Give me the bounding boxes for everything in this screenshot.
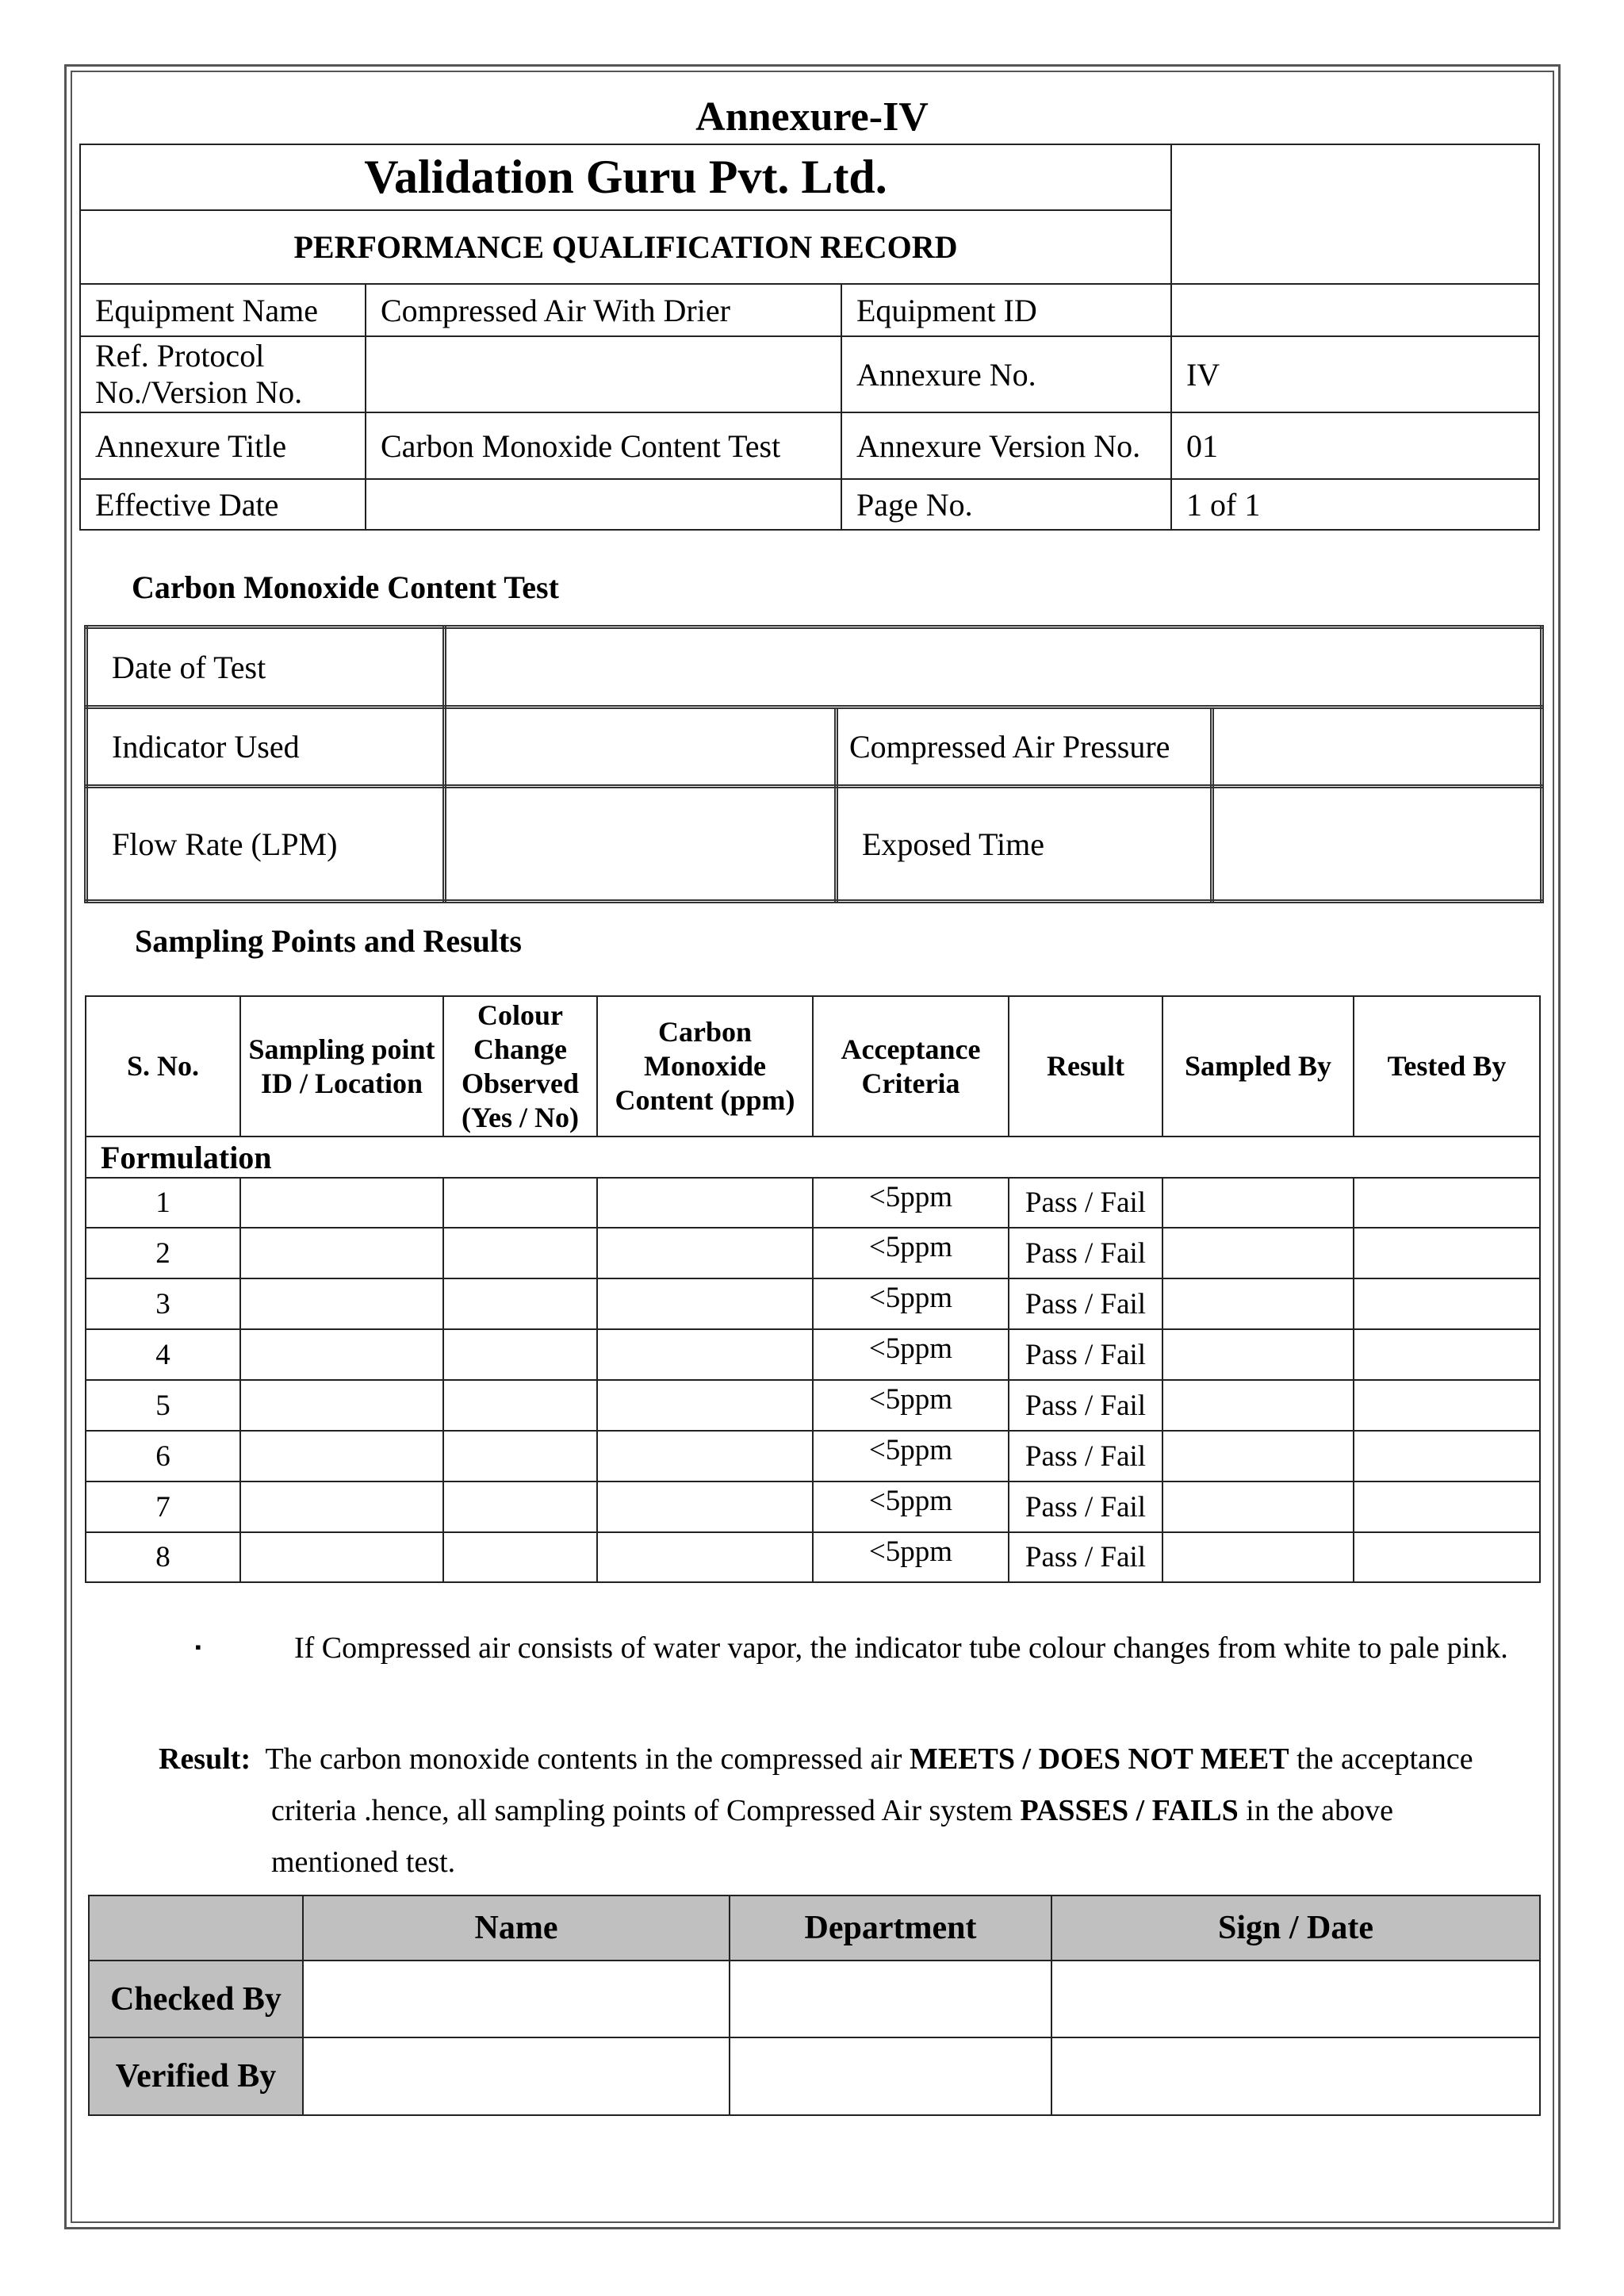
col-sign-date: Sign / Date — [1051, 1895, 1540, 1961]
sampled-by-cell[interactable] — [1162, 1278, 1354, 1329]
result-meets-choice: MEETS / DOES NOT MEET — [909, 1742, 1289, 1776]
indicator-used-value[interactable] — [445, 707, 837, 787]
checked-by-label: Checked By — [89, 1961, 303, 2037]
result-cell: Pass / Fail — [1009, 1380, 1162, 1431]
sampled-by-cell[interactable] — [1162, 1380, 1354, 1431]
colour-change-cell[interactable] — [443, 1178, 597, 1228]
result-cell: Pass / Fail — [1009, 1178, 1162, 1228]
result-text-5: mentioned test. — [271, 1846, 456, 1879]
verified-by-name[interactable] — [303, 2037, 730, 2115]
annexure-title-value: Carbon Monoxide Content Test — [366, 412, 841, 479]
result-text-4: in the above — [1246, 1794, 1393, 1827]
co-content-cell[interactable] — [597, 1532, 813, 1582]
colour-change-cell[interactable] — [443, 1532, 597, 1582]
equipment-name-label: Equipment Name — [80, 284, 366, 336]
result-passes-choice: PASSES / FAILS — [1020, 1794, 1239, 1827]
table-row — [86, 1481, 1540, 1532]
checked-by-name[interactable] — [303, 1961, 730, 2037]
co-content-cell[interactable] — [597, 1431, 813, 1481]
result-cell: Pass / Fail — [1009, 1329, 1162, 1380]
annexure-no-label: Annexure No. — [841, 336, 1171, 412]
test-info-table — [84, 625, 1544, 903]
col-sampled-by: Sampled By — [1162, 996, 1354, 1137]
colour-change-cell[interactable] — [443, 1228, 597, 1278]
sampled-by-cell[interactable] — [1162, 1178, 1354, 1228]
table-row — [86, 1329, 1540, 1380]
tested-by-cell[interactable] — [1354, 1178, 1540, 1228]
indicator-used-label: Indicator Used — [86, 707, 445, 787]
verified-by-department[interactable] — [730, 2037, 1051, 2115]
result-cell: Pass / Fail — [1009, 1278, 1162, 1329]
result-cell: Pass / Fail — [1009, 1228, 1162, 1278]
sign-corner-cell — [89, 1895, 303, 1961]
sampling-point-cell[interactable] — [240, 1228, 443, 1278]
sno-cell: 5 — [86, 1380, 240, 1431]
signature-table — [88, 1895, 1541, 2116]
test-section-title: Carbon Monoxide Content Test — [132, 569, 559, 605]
compressed-air-pressure-value[interactable] — [1212, 707, 1542, 787]
equipment-id-value[interactable] — [1171, 284, 1539, 336]
formulation-group-row: Formulation — [86, 1137, 1540, 1178]
annexure-no-value: IV — [1171, 336, 1539, 412]
exposed-time-label: Exposed Time — [837, 787, 1212, 902]
effective-date-label: Effective Date — [80, 479, 366, 530]
criteria-cell: <5ppm — [813, 1178, 1009, 1228]
col-result: Result — [1009, 996, 1162, 1137]
equipment-name-value: Compressed Air With Drier — [366, 284, 841, 336]
checked-by-sign-date[interactable] — [1051, 1961, 1540, 2037]
company-name: Validation Guru Pvt. Ltd. — [80, 144, 1171, 210]
col-sno: S. No. — [86, 996, 240, 1137]
colour-change-cell[interactable] — [443, 1278, 597, 1329]
annexure-version-label: Annexure Version No. — [841, 412, 1171, 479]
col-acceptance-criteria: Acceptance Criteria — [813, 996, 1009, 1137]
sampling-point-cell[interactable] — [240, 1431, 443, 1481]
result-text-2: the acceptance — [1297, 1742, 1473, 1776]
record-title: PERFORMANCE QUALIFICATION RECORD — [80, 210, 1171, 284]
col-colour-change: Colour Change Observed (Yes / No) — [443, 996, 597, 1137]
table-row — [86, 1178, 1540, 1228]
criteria-cell: <5ppm — [813, 1329, 1009, 1380]
sampling-point-cell[interactable] — [240, 1532, 443, 1582]
tested-by-cell[interactable] — [1354, 1228, 1540, 1278]
result-cell: Pass / Fail — [1009, 1481, 1162, 1532]
page-no-label: Page No. — [841, 479, 1171, 530]
tested-by-cell[interactable] — [1354, 1532, 1540, 1582]
date-of-test-value[interactable] — [445, 627, 1542, 707]
sampling-point-cell[interactable] — [240, 1278, 443, 1329]
table-row — [86, 1431, 1540, 1481]
co-content-cell[interactable] — [597, 1228, 813, 1278]
sampling-table — [85, 995, 1541, 1583]
result-cell: Pass / Fail — [1009, 1532, 1162, 1582]
checked-by-department[interactable] — [730, 1961, 1051, 2037]
effective-date-value[interactable] — [366, 479, 841, 530]
sampled-by-cell[interactable] — [1162, 1228, 1354, 1278]
criteria-cell: <5ppm — [813, 1278, 1009, 1329]
header-table — [79, 144, 1540, 531]
ref-protocol-label: Ref. Protocol No./Version No. — [80, 336, 366, 412]
criteria-cell: <5ppm — [813, 1380, 1009, 1431]
co-content-cell[interactable] — [597, 1481, 813, 1532]
sampling-section-title: Sampling Points and Results — [135, 923, 522, 959]
result-label: Result: — [159, 1742, 251, 1776]
annexure-version-value: 01 — [1171, 412, 1539, 479]
sampled-by-cell[interactable] — [1162, 1532, 1354, 1582]
result-cell: Pass / Fail — [1009, 1431, 1162, 1481]
sno-cell: 6 — [86, 1431, 240, 1481]
sampled-by-cell[interactable] — [1162, 1481, 1354, 1532]
verified-by-sign-date[interactable] — [1051, 2037, 1540, 2115]
table-row — [86, 1532, 1540, 1582]
page-no-value: 1 of 1 — [1171, 479, 1539, 530]
criteria-cell: <5ppm — [813, 1481, 1009, 1532]
compressed-air-pressure-label: Compressed Air Pressure — [837, 707, 1212, 787]
tested-by-cell[interactable] — [1354, 1329, 1540, 1380]
co-content-cell[interactable] — [597, 1178, 813, 1228]
sno-cell: 4 — [86, 1329, 240, 1380]
col-name: Name — [303, 1895, 730, 1961]
col-tested-by: Tested By — [1354, 996, 1540, 1137]
table-row — [86, 1380, 1540, 1431]
co-content-cell[interactable] — [597, 1329, 813, 1380]
co-content-cell[interactable] — [597, 1380, 813, 1431]
co-content-cell[interactable] — [597, 1278, 813, 1329]
result-text-1: The carbon monoxide contents in the compressed air — [265, 1742, 902, 1776]
tested-by-cell[interactable] — [1354, 1380, 1540, 1431]
sampling-point-cell[interactable] — [240, 1329, 443, 1380]
tested-by-cell[interactable] — [1354, 1278, 1540, 1329]
criteria-cell: <5ppm — [813, 1532, 1009, 1582]
exposed-time-value[interactable] — [1212, 787, 1542, 902]
colour-change-cell[interactable] — [443, 1431, 597, 1481]
verified-by-label: Verified By — [89, 2037, 303, 2115]
tested-by-cell[interactable] — [1354, 1431, 1540, 1481]
equipment-id-label: Equipment ID — [841, 284, 1171, 336]
tested-by-cell[interactable] — [1354, 1481, 1540, 1532]
table-row — [86, 1278, 1540, 1329]
date-of-test-label: Date of Test — [86, 627, 445, 707]
col-sampling-point: Sampling point ID / Location — [240, 996, 443, 1137]
annexure-heading: Annexure-IV — [695, 94, 929, 140]
sno-cell: 8 — [86, 1532, 240, 1582]
note-text: If Compressed air consists of water vapor, the indicator tube colour changes from white to pale pink. — [294, 1631, 1508, 1665]
sno-cell: 2 — [86, 1228, 240, 1278]
sno-cell: 7 — [86, 1481, 240, 1532]
bullet-icon: ▪ — [195, 1637, 201, 1657]
flow-rate-label: Flow Rate (LPM) — [86, 787, 445, 902]
logo-cell — [1171, 144, 1539, 284]
result-statement — [159, 1734, 1522, 1888]
colour-change-cell[interactable] — [443, 1329, 597, 1380]
sampling-point-cell[interactable] — [240, 1380, 443, 1431]
colour-change-cell[interactable] — [443, 1380, 597, 1431]
table-row — [86, 1228, 1540, 1278]
sampled-by-cell[interactable] — [1162, 1431, 1354, 1481]
criteria-cell: <5ppm — [813, 1431, 1009, 1481]
sampling-point-cell[interactable] — [240, 1481, 443, 1532]
sampling-point-cell[interactable] — [240, 1178, 443, 1228]
sno-cell: 3 — [86, 1278, 240, 1329]
sno-cell: 1 — [86, 1178, 240, 1228]
colour-change-cell[interactable] — [443, 1481, 597, 1532]
criteria-cell: <5ppm — [813, 1228, 1009, 1278]
ref-protocol-value[interactable] — [366, 336, 841, 412]
result-text-3: criteria .hence, all sampling points of Compressed Air system — [271, 1794, 1013, 1827]
col-department: Department — [730, 1895, 1051, 1961]
sampled-by-cell[interactable] — [1162, 1329, 1354, 1380]
col-co-content: Carbon Monoxide Content (ppm) — [597, 996, 813, 1137]
annexure-title-label: Annexure Title — [80, 412, 366, 479]
flow-rate-value[interactable] — [445, 787, 837, 902]
